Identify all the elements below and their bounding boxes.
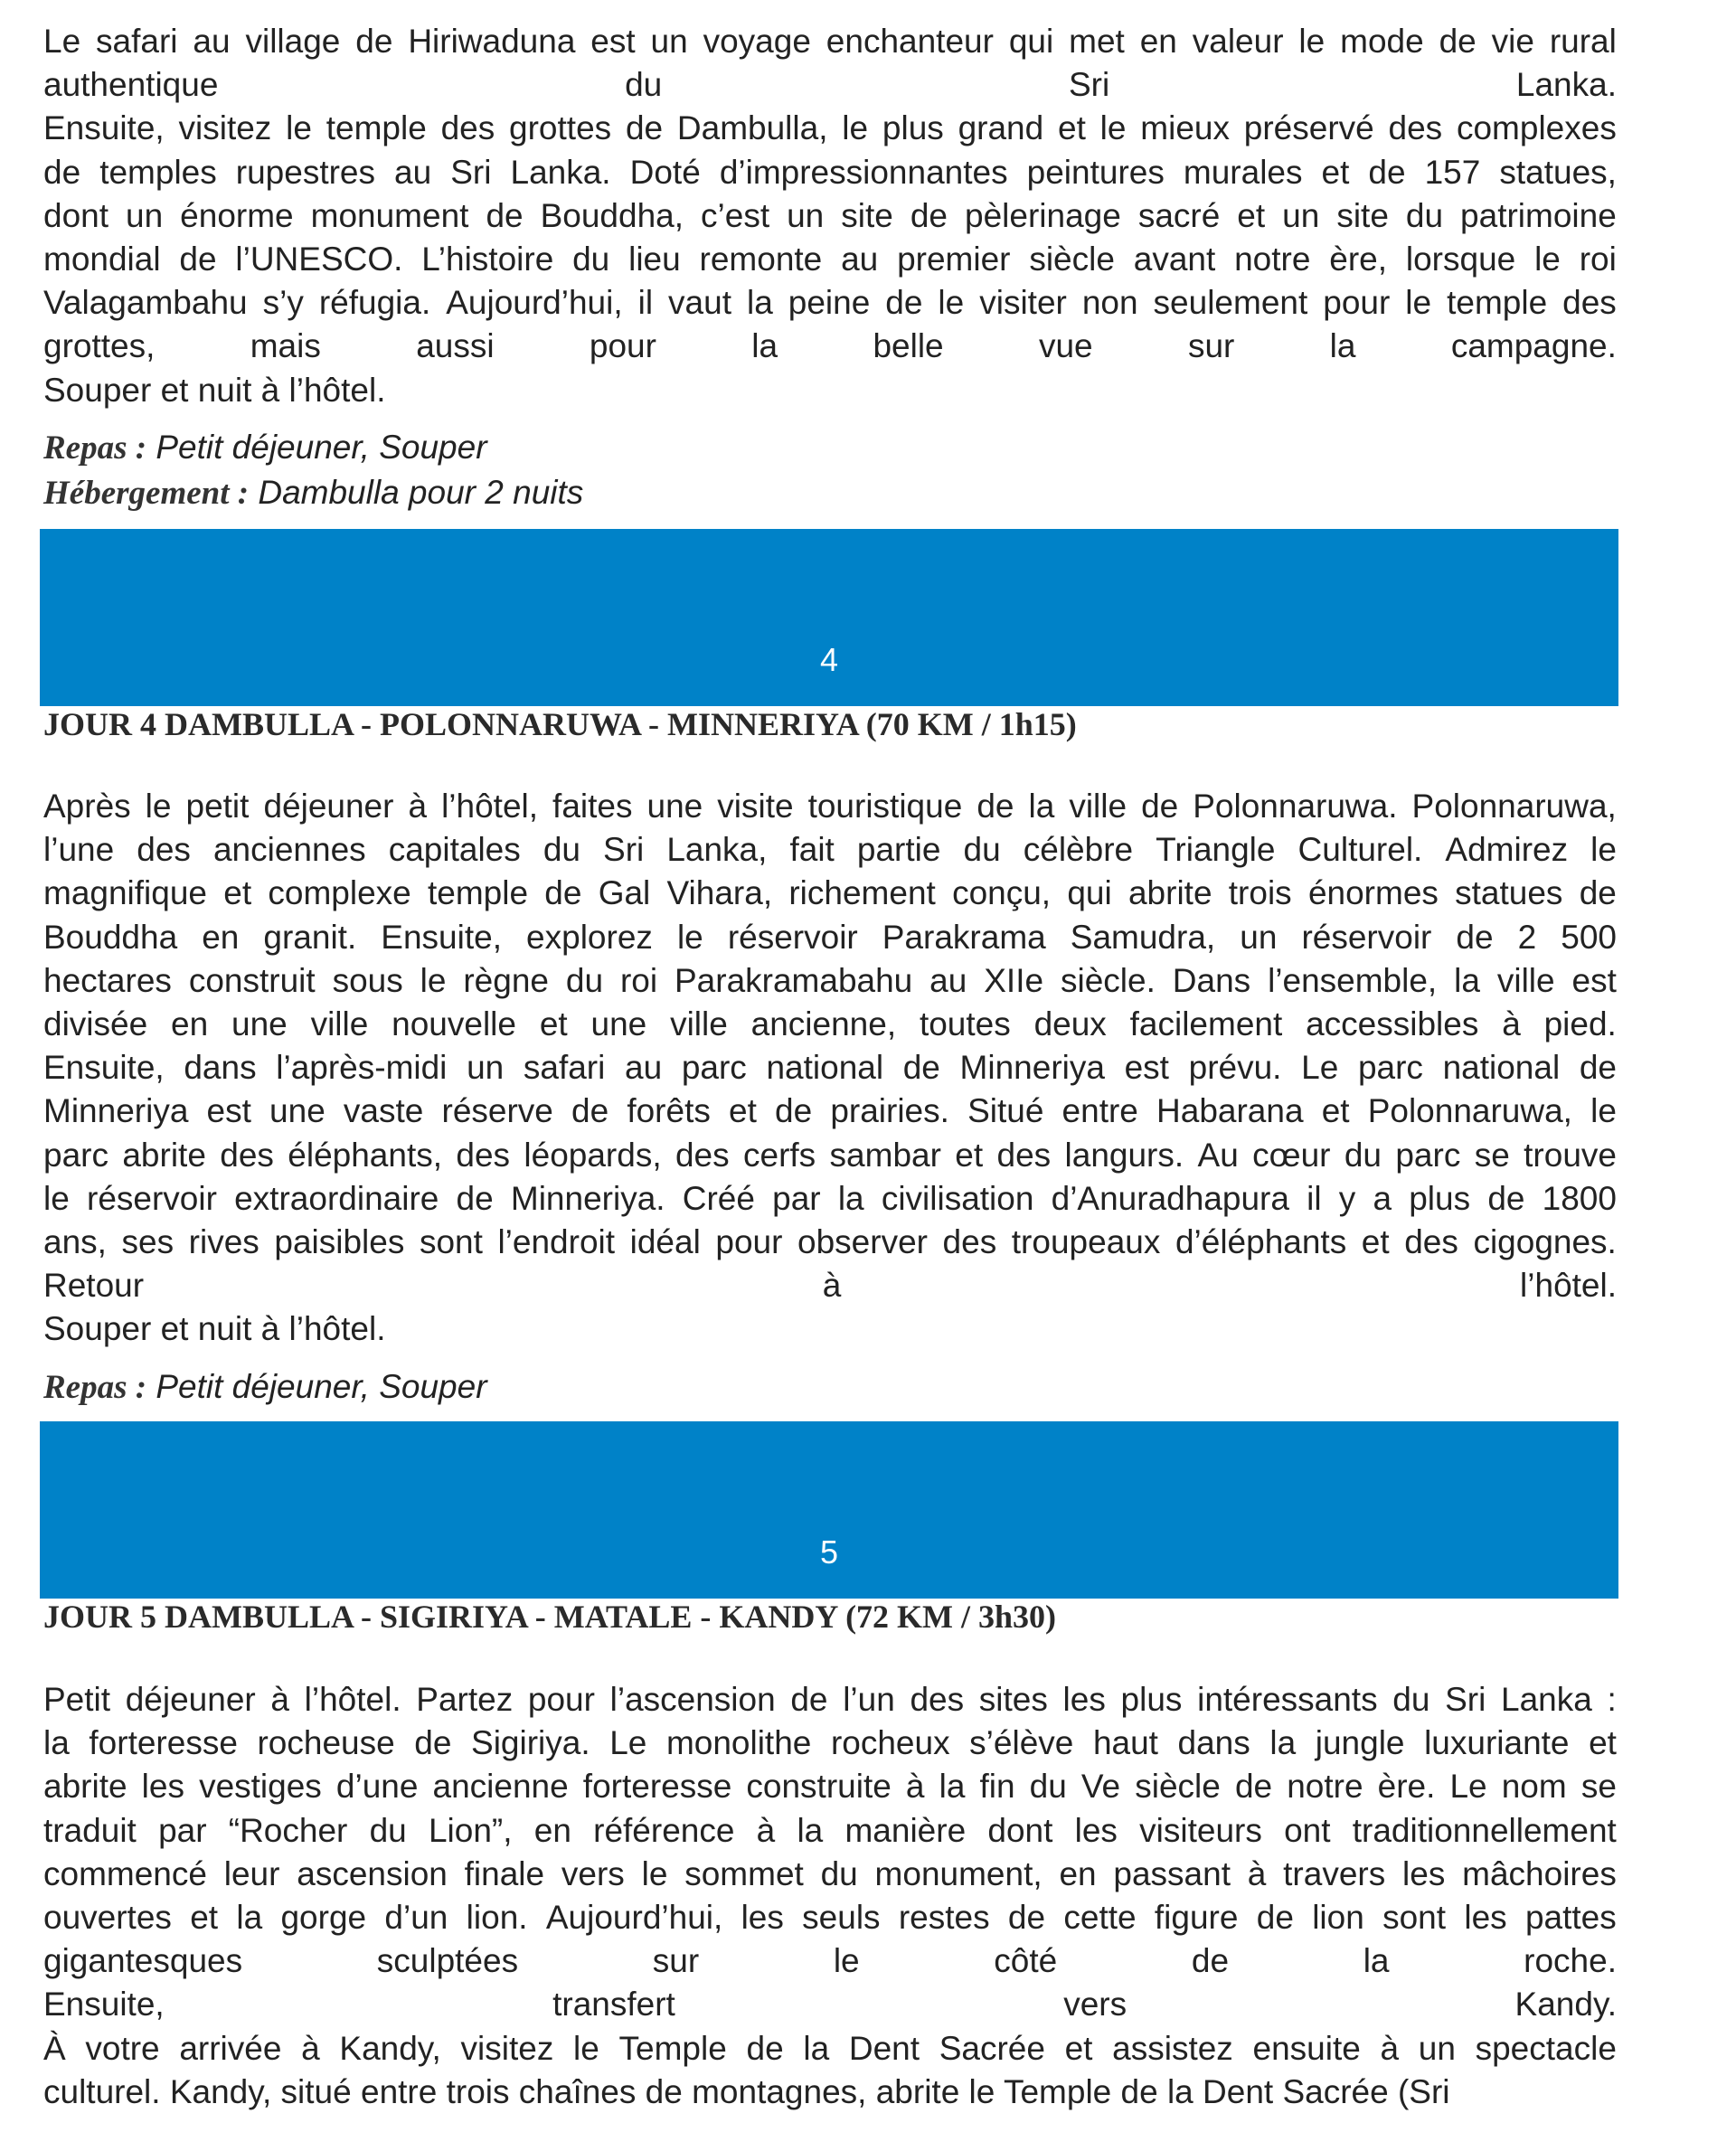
day5-word: transfert [552,1986,675,2024]
day5-word: côté [994,1942,1058,1980]
day-4-number: 4 [819,641,839,678]
day5-word: Kandy. [1514,1986,1617,2024]
intro-word: vue [1038,327,1093,365]
day5-word: vers [1063,1986,1127,2024]
intro-word: aussi [416,327,495,365]
intro-line: dont un énorme monument de Bouddha, c’est un site de pèlerinage sacré et un site du patrimoine [43,196,1617,234]
day4-line: parc abrite des éléphants, des léopards, des cerfs sambar et des langurs. Au cœur du parc se trouve [43,1136,1617,1174]
intro-line: Souper et nuit à l’hôtel. [43,371,386,409]
day5-line [43,1939,1617,1983]
day5-word: roche. [1524,1942,1617,1980]
intro-line: mondial de l’UNESCO. L’histoire du lieu remonte au premier siècle avant notre ère, lorsque le roi [43,241,1617,278]
intro-word: belle [873,327,944,365]
day4-word: l’hôtel. [1520,1267,1617,1305]
day5-word: gigantesques [43,1942,243,1980]
day5-word: la [1363,1942,1390,1980]
day-4-banner [40,529,1618,706]
intro-word: Lanka. [1515,66,1617,104]
day4-line [43,1264,1617,1307]
day4-line: divisée en une ville nouvelle et une ville ancienne, toutes deux facilement accessibles à pied. [43,1005,1617,1043]
day5-line: Petit déjeuner à l’hôtel. Partez pour l’ascension de l’un des sites les plus intéressants du Sri Lanka : [43,1681,1617,1718]
day4-line: Souper et nuit à l’hôtel. [43,1310,386,1348]
day-5-banner [40,1421,1618,1599]
day5-line: abrite les vestiges d’une ancienne forteresse construite à la fin du Ve siècle de notre ère. Le nom se [43,1768,1617,1806]
intro-word: du [625,66,663,104]
intro-line: Valagambahu s’y réfugia. Aujourd’hui, il vaut la peine de le visiter non seulement pour le temple des [43,284,1617,322]
intro-line: Ensuite, visitez le temple des grottes de Dambulla, le plus grand et le mieux préservé des complexes [43,109,1617,147]
intro-paragraph [43,20,1617,412]
intro-meals: Repas : Petit déjeuner, Souper [43,428,487,467]
day5-line: À votre arrivée à Kandy, visitez le Temple de la Dent Sacrée et assistez ensuite à un spectacle [43,2029,1617,2067]
intro-line [43,63,1617,107]
day5-word: sculptées [376,1942,519,1980]
day4-line: hectares construit sous le règne du roi Parakramabahu au XIIe siècle. Dans l’ensemble, la ville est [43,961,1617,999]
day4-line: Ensuite, dans l’après-midi un safari au parc national de Minneriya est prévu. Le parc national de [43,1049,1617,1087]
day5-line: la forteresse rocheuse de Sigiriya. Le monolithe rocheux s’élève haut dans la jungle luxuriante et [43,1724,1617,1762]
intro-word: pour [589,327,656,365]
day4-line: Minneriya est une vaste réserve de forêts et de prairies. Situé entre Habarana et Polonnaruwa, le [43,1092,1617,1130]
intro-word: la [751,327,778,365]
day5-line [43,1983,1617,2026]
day5-word: le [833,1942,860,1980]
day4-line: l’une des anciennes capitales du Sri Lanka, fait partie du célèbre Triangle Culturel. Admirez le [43,831,1617,869]
intro-word: campagne. [1450,327,1617,365]
day-4-paragraph [43,785,1617,1352]
day-5-paragraph [43,1678,1617,2114]
day5-line: culturel. Kandy, situé entre trois chaînes de montagnes, abrite le Temple de la Dent Sacrée (Sri [43,2072,1450,2110]
day-5-section [43,1678,1617,2114]
intro-word: mais [250,327,321,365]
day-4-meals: Repas : Petit déjeuner, Souper [43,1367,487,1406]
day4-line: ans, ses rives paisibles sont l’endroit idéal pour observer des troupeaux d’éléphants et des cigognes. [43,1223,1617,1261]
intro-line: Le safari au village de Hiriwaduna est un voyage enchanteur qui met en valeur le mode de vie rural [43,23,1617,60]
intro-lodging: Hébergement : Dambulla pour 2 nuits [43,473,584,512]
day-4-heading: JOUR 4 DAMBULLA - POLONNARUWA - MINNERIYA (70 KM / 1h15) [43,706,1077,742]
intro-word: grottes, [43,327,156,365]
intro-word: authentique [43,66,219,104]
intro-word: sur [1187,327,1235,365]
day4-line: Bouddha en granit. Ensuite, explorez le réservoir Parakrama Samudra, un réservoir de 2 500 [43,918,1617,956]
intro-word: Sri [1068,66,1110,104]
day5-word: Ensuite, [43,1986,165,2024]
day4-line: magnifique et complexe temple de Gal Vihara, richement conçu, qui abrite trois énormes statues de [43,874,1617,912]
day4-line: Après le petit déjeuner à l’hôtel, faites une visite touristique de la ville de Polonnaruwa. Polonnaruwa, [43,788,1617,825]
day5-word: de [1191,1942,1230,1980]
day4-word: Retour [43,1267,145,1305]
intro-line [43,325,1617,368]
day5-line: commencé leur ascension finale vers le sommet du monument, en passant à travers les mâchoires [43,1854,1617,1892]
day-5-heading: JOUR 5 DAMBULLA - SIGIRIYA - MATALE - KANDY (72 KM / 3h30) [43,1599,1057,1635]
intro-line: de temples rupestres au Sri Lanka. Doté d’impressionnantes peintures murales et de 157 statues, [43,153,1617,191]
day-4-section [43,785,1617,1410]
day5-word: sur [652,1942,700,1980]
day5-line: traduit par “Rocher du Lion”, en référence à la manière dont les visiteurs ont traditionnellement [43,1811,1617,1849]
day4-line: le réservoir extraordinaire de Minneriya. Créé par la civilisation d’Anuradhapura il y a plus de 1800 [43,1179,1617,1217]
day-5-number: 5 [819,1533,839,1571]
intro-section [43,20,1617,515]
day4-word: à [822,1267,842,1305]
day5-line: ouvertes et la gorge d’un lion. Aujourd’hui, les seuls restes de cette figure de lion sont les pattes [43,1899,1617,1937]
intro-word: la [1329,327,1356,365]
